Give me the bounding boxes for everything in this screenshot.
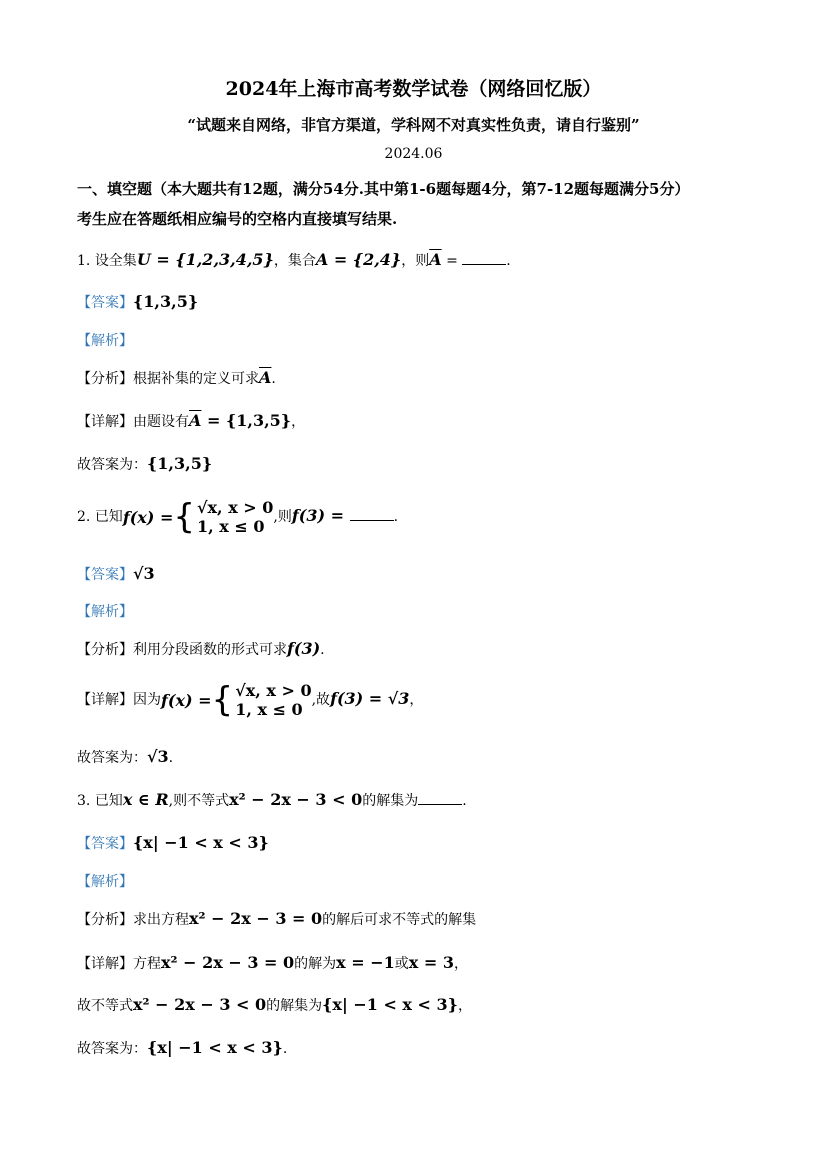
analysis-text: . (320, 642, 325, 658)
final-label: 故答案为： (77, 1041, 147, 1057)
analysis-text: 求出方程 (133, 912, 189, 928)
analysis-label: 【分析】 (77, 912, 133, 928)
question-number: 2. (77, 509, 91, 525)
q3-detail (77, 953, 468, 973)
analysis-label: 【分析】 (77, 371, 133, 387)
q1-answer (77, 292, 198, 312)
answer-value: √3 (133, 564, 155, 583)
detail-label: 【详解】 (77, 692, 133, 708)
detail-text: 方程 (133, 956, 161, 972)
math-equation: x² − 2x − 3 = 0 (161, 953, 295, 972)
math-result: = {1,3,5} (201, 411, 292, 430)
explain-label: 【解析】 (77, 604, 133, 620)
question-text: ,则 (273, 509, 292, 525)
q1-analysis (77, 368, 276, 388)
math-root: x = −1 (336, 953, 395, 972)
question-text: 已知 (94, 793, 123, 809)
question-text: 已知 (94, 509, 123, 525)
q2-detail (77, 681, 423, 719)
math-f3: f(3) (287, 639, 321, 658)
answer-label: 【答案】 (77, 295, 133, 311)
exam-date: 2024.06 (384, 146, 443, 162)
case-1: √x, x > 0 (197, 498, 274, 517)
detail-text: 或 (394, 956, 409, 972)
math-equals: = (441, 253, 463, 269)
math-inequality: x² − 2x − 3 < 0 (133, 995, 267, 1014)
piecewise-function (123, 498, 274, 536)
question-text: 的解集为 (362, 793, 419, 809)
q3-analysis (77, 909, 476, 929)
final-value: {x| −1 < x < 3} (147, 1038, 283, 1057)
section-heading: 一、填空题（本大题共有12题，满分54分.其中第1-6题每题4分，第7-12题每题满分5分） (77, 180, 690, 198)
math-set-a: A = {2,4} (315, 250, 402, 269)
q1-detail (77, 411, 305, 431)
detail-text: 的解为 (294, 956, 337, 972)
question-text: . (506, 253, 511, 269)
detail-label: 【详解】 (77, 414, 133, 430)
case-2: 1, x ≤ 0 (235, 700, 303, 719)
detail-text: ， (291, 414, 306, 430)
question-3 (77, 790, 467, 810)
piecewise-cases (197, 498, 273, 536)
brace-glyph: { (173, 497, 195, 537)
piecewise-function (161, 681, 312, 719)
question-2 (77, 498, 398, 536)
math-complement: $\overline{A}$ (259, 368, 272, 387)
math-root: x = 3 (408, 953, 454, 972)
q3-solution-line (77, 995, 472, 1015)
brace-glyph: { (211, 680, 234, 720)
math-universal-set: U = {1,2,3,4,5} (136, 250, 274, 269)
q3-explain-label (77, 871, 133, 891)
question-number: 1. (77, 253, 91, 269)
analysis-text: 利用分段函数的形式可求 (133, 642, 287, 658)
math-complement: $\overline{A}$ (429, 250, 442, 269)
final-text: . (168, 750, 174, 766)
math-condition: x ∈ R (122, 790, 169, 809)
answer-blank (462, 252, 506, 265)
final-label: 故答案为： (77, 457, 147, 473)
detail-text: ， (409, 692, 424, 708)
math-function: f(x) = (122, 507, 174, 527)
math-result: {x| −1 < x < 3} (322, 995, 458, 1014)
q2-final (77, 747, 173, 767)
final-text: . (282, 1041, 288, 1057)
q1-explain-label (77, 330, 133, 350)
analysis-text: 根据补集的定义可求 (133, 371, 259, 387)
math-inequality: x² − 2x − 3 < 0 (229, 790, 363, 809)
q3-answer (77, 833, 269, 853)
math-result: f(3) = √3 (330, 689, 410, 708)
analysis-text: 的解后可求不等式的解集 (322, 912, 477, 928)
question-text: . (462, 793, 467, 809)
disclaimer: “试题来自网络，非官方渠道，学科网不对真实性负责，请自行鉴别” (187, 116, 640, 134)
answer-blank (350, 508, 394, 521)
q3-final (77, 1038, 287, 1058)
question-number: 3. (77, 793, 91, 809)
detail-text: 故不等式 (77, 998, 133, 1014)
math-equation: x² − 2x − 3 = 0 (189, 909, 323, 928)
section-instruction: 考生应在答题纸相应编号的空格内直接填写结果. (77, 210, 398, 228)
detail-text: 的解集为 (266, 998, 323, 1014)
final-value: √3 (147, 747, 169, 766)
math-complement: $\overline{A}$ (189, 411, 202, 430)
analysis-text: . (271, 371, 276, 387)
detail-text: ,故 (311, 692, 331, 708)
question-text: ，则 (401, 253, 430, 269)
detail-text: ， (457, 998, 472, 1014)
question-text: ,则不等式 (168, 793, 230, 809)
answer-value: {x| −1 < x < 3} (133, 833, 269, 852)
detail-text: 由题设有 (133, 414, 189, 430)
q1-final (77, 454, 212, 474)
answer-blank (418, 792, 462, 805)
final-value: {1,3,5} (147, 454, 213, 473)
explain-label: 【解析】 (77, 874, 133, 890)
piecewise-cases (235, 681, 311, 719)
math-f3: f(3) = (291, 506, 350, 525)
question-text: ，集合 (273, 253, 316, 269)
case-2: 1, x ≤ 0 (197, 517, 265, 536)
answer-value: {1,3,5} (133, 292, 199, 311)
case-1: √x, x > 0 (235, 681, 312, 700)
math-function: f(x) = (161, 690, 212, 710)
q2-analysis (77, 639, 325, 659)
question-text: . (393, 509, 399, 525)
answer-label: 【答案】 (77, 567, 133, 583)
final-label: 故答案为： (77, 750, 147, 766)
question-text: 设全集 (94, 253, 137, 269)
q2-explain-label (77, 601, 133, 621)
detail-text: ， (453, 956, 468, 972)
explain-label: 【解析】 (77, 333, 133, 349)
answer-label: 【答案】 (77, 836, 133, 852)
analysis-label: 【分析】 (77, 642, 133, 658)
detail-label: 【详解】 (77, 956, 133, 972)
question-1 (77, 250, 511, 270)
q2-answer (77, 564, 155, 584)
detail-text: 因为 (133, 692, 161, 708)
page-title: 2024年上海市高考数学试卷（网络回忆版） (225, 78, 602, 100)
